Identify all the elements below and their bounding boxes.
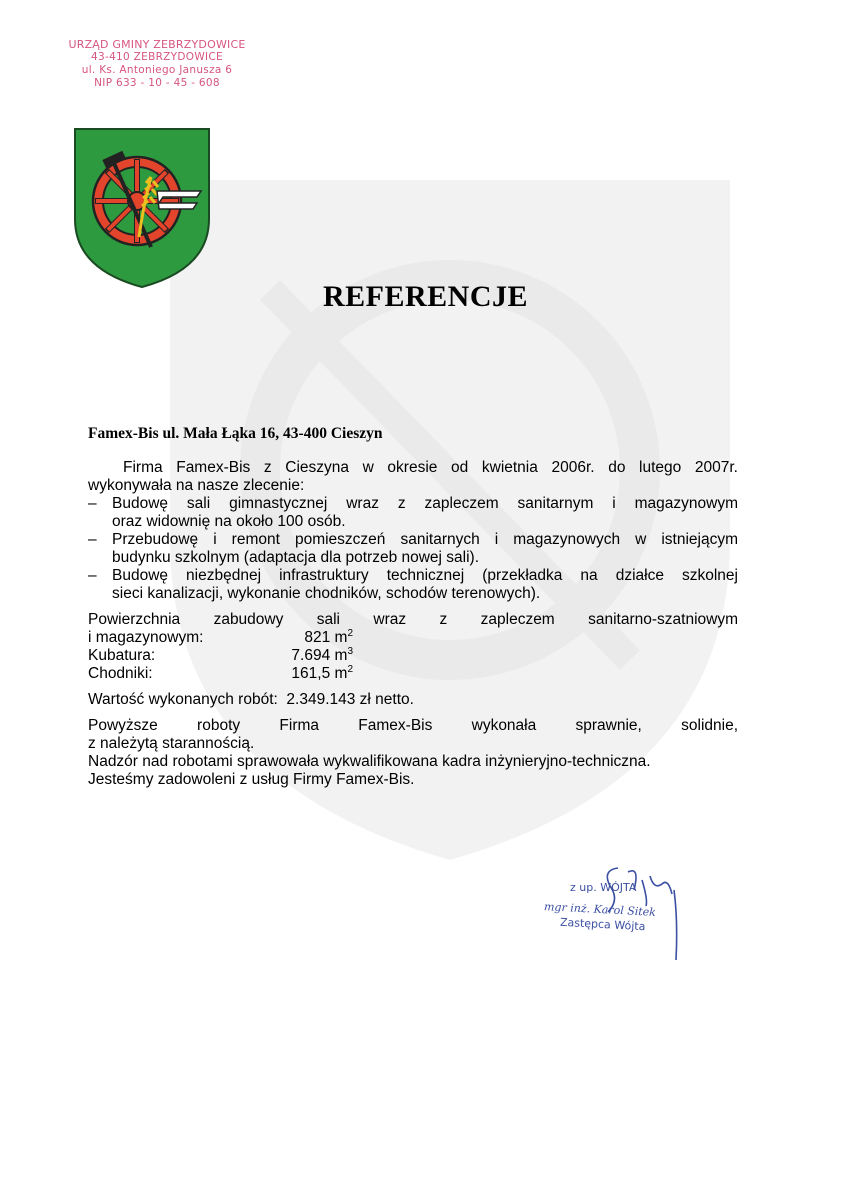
signature-role: Zastępca Wójta [559,915,646,934]
stamp-postal: 43-410 ZEBRZYDOWICE [91,51,223,63]
dash-bullet: – [88,531,97,548]
stamp-office-name: URZĄD GMINY ZEBRZYDOWICE [68,38,246,51]
paths-label: Chodniki: [88,665,153,682]
signature-name: mgr inż. Karol Sitek [543,900,657,919]
handwritten-signature-icon [590,860,690,965]
dash-bullet: – [88,495,97,512]
list-item-line: budynku szkolnym (adaptacja dla potrzeb nowej sali). [112,549,480,566]
volume-value: 7.694 m [291,647,348,664]
list-item-line: Budowę niezbędnej infrastruktury technicznej (przekładka na działce szkolnej [112,567,738,584]
list-item [88,531,738,567]
list-item [88,567,738,603]
list-item-line: Przebudowę i remont pomieszczeń sanitarnych i magazynowych w istniejącym [112,531,738,548]
works-value: Wartość wykonanych robót: 2.349.143 zł netto. [88,691,414,708]
area-line-1: Powierzchnia zabudowy sali wraz z zapleczem sanitarno-szatniowym [88,611,738,628]
closing-line-1: Powyższe roboty Firma Famex-Bis wykonała sprawnie, solidnie, [88,717,738,734]
coat-of-arms-icon [73,127,211,289]
signature-on-behalf: z up. WÓJTA [570,881,637,894]
closing-line-2: z należytą starannością. [88,735,255,752]
document-body [88,459,738,789]
list-item-line: oraz widownię na około 100 osób. [112,513,346,530]
works-list [88,495,738,603]
area-value: 821 m [304,629,348,646]
closing-line-4: Jesteśmy zadowoleni z usług Firmy Famex-Bis. [88,771,415,788]
volume-label: Kubatura: [88,647,156,664]
dash-bullet: – [88,567,97,584]
addressee: Famex-Bis ul. Mała Łąka 16, 43-400 Cieszyn [88,425,383,442]
list-item-line: sieci kanalizacji, wykonanie chodników, schodów terenowych). [112,585,541,602]
area-unit-exponent: 2 [347,628,353,639]
paths-unit-exponent: 2 [347,664,353,675]
closing-line-3: Nadzór nad robotami sprawowała wykwalifikowana kadra inżynieryjno-techniczna. [88,753,651,770]
paths-row [88,665,738,683]
signature-block [540,860,690,970]
office-stamp [62,38,252,90]
intro-line-2: wykonywała na nasze zlecenie: [88,477,305,494]
volume-value-cell [263,647,353,665]
volume-unit-exponent: 3 [347,646,353,657]
intro-line-1: Firma Famex-Bis z Cieszyna w okresie od kwietnia 2006r. do lutego 2007r. [123,459,738,476]
document-title: REFERENCJE [322,280,529,313]
paths-value: 161,5 m [291,665,348,682]
stamp-street: ul. Ks. Antoniego Janusza 6 [81,64,233,76]
stamp-nip: NIP 633 - 10 - 45 - 608 [94,77,220,89]
list-item-line: Budowę sali gimnastycznej wraz z zapleczem sanitarnym i magazynowym [112,495,738,512]
area-label: i magazynowym: [88,629,204,646]
area-row [88,629,738,647]
list-item [88,495,738,531]
area-value-cell [263,629,353,647]
paths-value-cell [263,665,353,683]
volume-row [88,647,738,665]
